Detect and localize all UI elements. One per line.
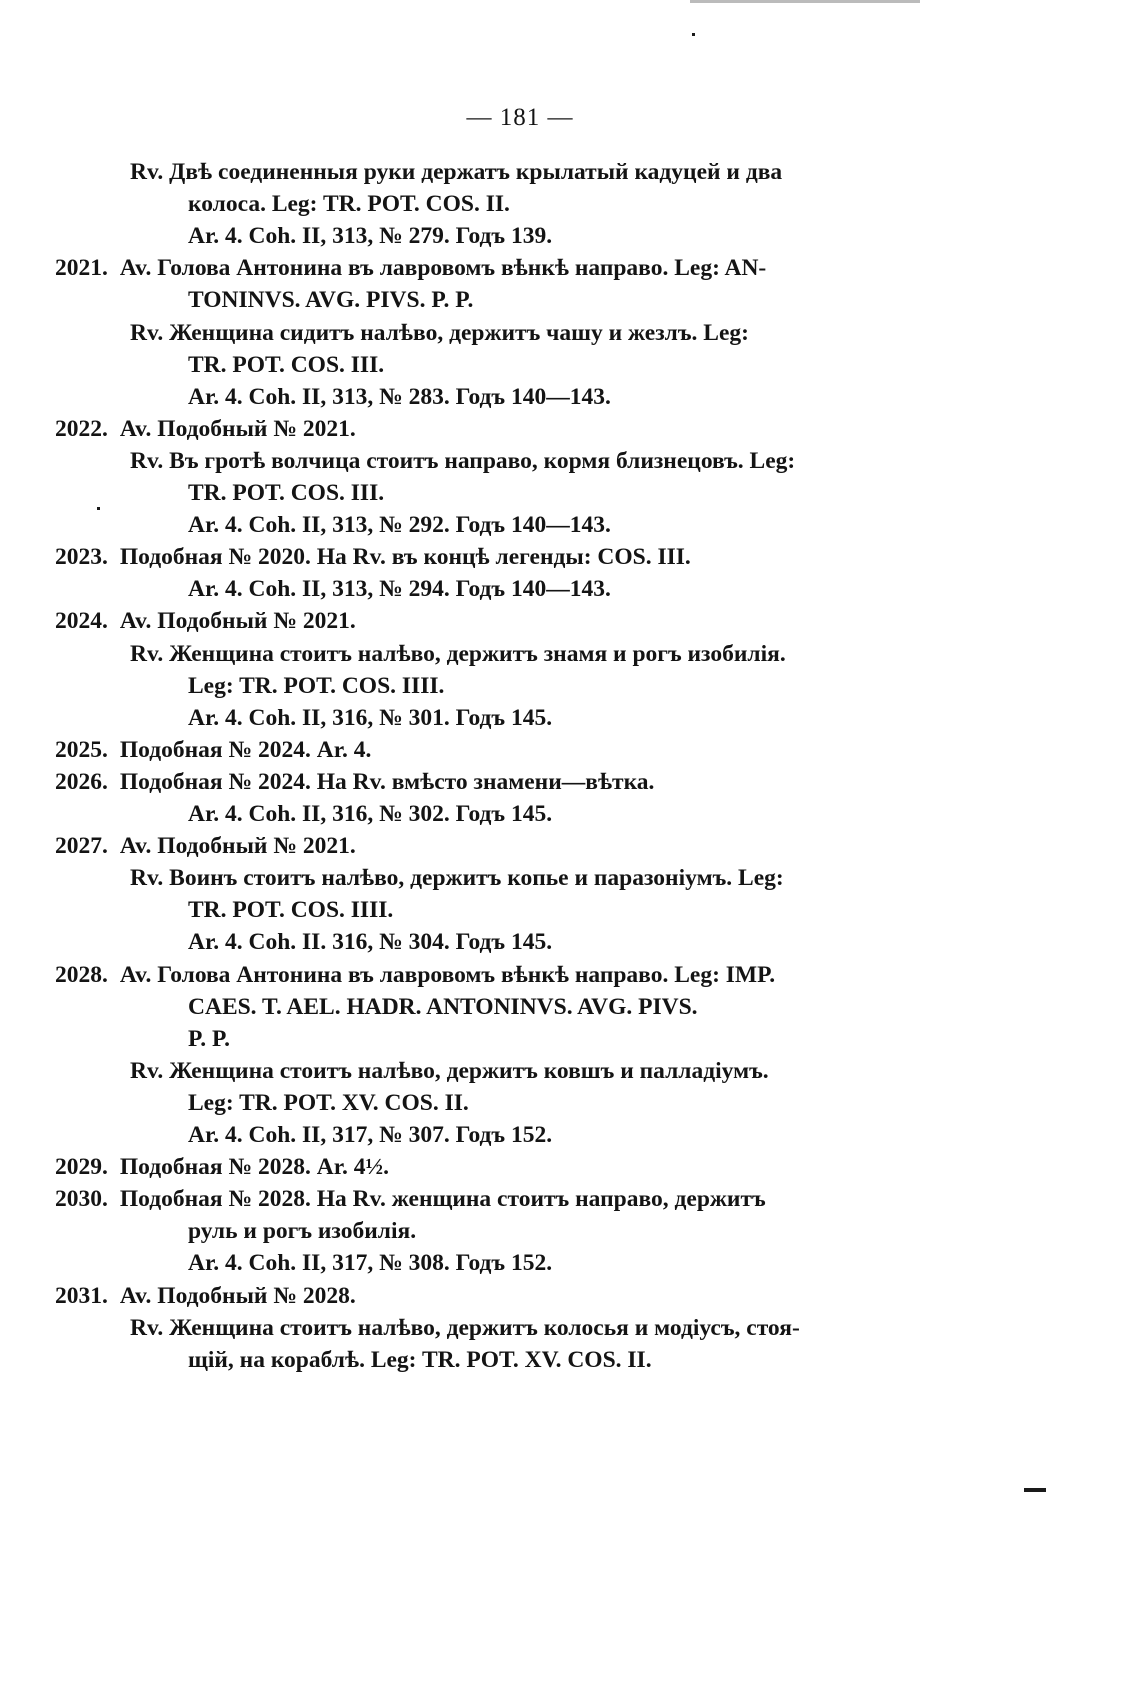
entry-line [130,317,749,349]
entry-text: Ar. 4. Coh. II, 317, № 308. Годъ 152. [188,1250,553,1277]
entry-number: 2024. [55,608,108,635]
entry-number: 2025. [55,736,108,763]
scan-mark-right-edge [1024,1488,1046,1492]
entry-text: Rv. Женщина сидитъ налѣво, держитъ чашу и жезлъ. Leg: [130,319,749,346]
entry-text: Ar. 4. Coh. II, 316, № 302. Годъ 145. [188,801,553,827]
entry-line-numbered [55,252,766,284]
entry-text: TR. POT. COS. III. [188,480,385,506]
entry-line [188,573,611,605]
entry-line [188,1344,652,1376]
scan-dot-left [97,507,100,510]
entry-line [188,1087,469,1119]
entry-text: Ar. 4. Coh. II, 313, № 283. Годъ 140—143. [188,383,611,410]
entry-line [188,1119,552,1151]
entry-line-numbered [55,766,654,798]
entry-line [188,1247,552,1279]
scan-mark-top-right [690,0,920,3]
entry-line-numbered [55,959,775,991]
entry-line [188,1215,416,1247]
entry-line [188,1023,230,1055]
entry-line-numbered [55,413,356,445]
entry-text: Подобная № 2028. Ar. 4½. [119,1154,389,1181]
entry-line [130,1055,769,1087]
entry-text: Rv. Женщина стоитъ налѣво, держитъ знамя и рогъ изобилія. [130,640,786,667]
scan-dot-top [692,33,695,36]
entry-line [188,220,552,252]
entry-text: Av. Подобный № 2021. [119,608,356,635]
entry-text: Ar. 4. Coh. II, 313, № 279. Годъ 139. [188,223,553,250]
entry-line [188,702,552,734]
entry-line-numbered [55,1183,766,1215]
entry-number: 2027. [55,833,108,860]
entry-text: колоса. Leg: TR. POT. COS. II. [188,191,510,218]
entry-text: Av. Подобный № 2021. [119,833,356,860]
entry-line-numbered [55,605,356,637]
entry-text: Leg: TR. POT. COS. IIII. [188,672,445,699]
entry-text: Rv. Въ гротѣ волчица стоитъ направо, кормя близнецовъ. Leg: [130,447,796,474]
entry-text: Av. Голова Антонина въ лавровомъ вѣнкѣ направо. Leg: IMP. [119,961,776,988]
page-number: — 181 — [466,104,574,131]
entry-line [188,991,698,1023]
entry-text: Rv. Женщина стоитъ налѣво, держитъ ковшъ и палладіумъ. [130,1057,769,1084]
entry-text: Подобная № 2020. На Rv. въ концѣ легенды: COS. III. [119,544,691,571]
entry-text: CAES. T. AEL. HADR. ANTONINVS. AVG. PIVS. [188,993,698,1020]
entry-line [130,156,782,188]
entry-number: 2030. [55,1186,108,1213]
entry-line [188,670,444,702]
entry-text: TR. POT. COS. III. [188,351,385,378]
entry-line [188,894,393,926]
entry-line [188,349,384,381]
entry-line-numbered [55,1280,356,1312]
entry-line [188,188,510,220]
entry-text: Ar. 4. Coh. II, 313, № 292. Годъ 140—143. [188,512,611,539]
entry-text: TONINVS. AVG. PIVS. P. P. [188,287,474,314]
entry-text: Leg: TR. POT. XV. COS. II. [188,1089,469,1116]
entry-number: 2028. [55,961,108,988]
entry-number: 2026. [55,768,108,795]
entry-line [188,284,473,316]
entry-line [188,381,611,413]
entry-line [188,926,552,958]
entry-text: Ar. 4. Coh. II. 316, № 304. Годъ 145. [188,929,553,956]
entry-line [130,1312,800,1344]
entry-text: Ar. 4. Coh. II, 313, № 294. Годъ 140—143. [188,576,611,603]
entry-text: Av. Голова Антонина въ лавровомъ вѣнкѣ направо. Leg: AN- [119,255,767,282]
entry-line-numbered [55,1151,389,1183]
entry-text: P. P. [188,1025,231,1052]
entry-text: руль и рогъ изобилія. [188,1218,417,1245]
entry-text: Rv. Женщина стоитъ налѣво, держитъ колосья и модіусъ, стоя- [130,1314,800,1341]
entry-line-numbered [55,830,356,862]
entry-text: Подобная № 2024. На Rv. вмѣсто знамени—вѣтка. [119,768,655,795]
entry-text: Подобная № 2028. На Rv. женщина стоитъ направо, держитъ [119,1186,766,1213]
entry-number: 2031. [55,1282,108,1309]
entry-number: 2021. [55,255,108,282]
entry-line-numbered [55,734,371,766]
entry-text: Ar. 4. Coh. II, 317, № 307. Годъ 152. [188,1122,553,1148]
entry-text: Rv. Двѣ соединенныя руки держатъ крылатый кадуцей и два [130,159,783,185]
entry-line-numbered [55,541,691,573]
entry-line [188,477,384,509]
entry-text: Rv. Воинъ стоитъ налѣво, держитъ копье и паразоніумъ. Leg: [130,865,784,892]
entry-text: Подобная № 2024. Ar. 4. [119,736,372,763]
entry-line [130,862,784,894]
entry-text: Av. Подобный № 2021. [119,415,356,442]
entry-number: 2022. [55,415,108,442]
entry-text: Ar. 4. Coh. II, 316, № 301. Годъ 145. [188,704,553,731]
entry-number: 2029. [55,1154,108,1181]
entry-line [188,509,611,541]
entry-line [130,638,786,670]
entry-line [188,798,552,830]
entry-text: Av. Подобный № 2028. [119,1282,356,1309]
entry-text: TR. POT. COS. IIII. [188,897,394,924]
entry-line [130,445,795,477]
entry-text: щій, на кораблѣ. Leg: TR. POT. XV. COS. II. [188,1346,652,1373]
entry-number: 2023. [55,544,108,571]
